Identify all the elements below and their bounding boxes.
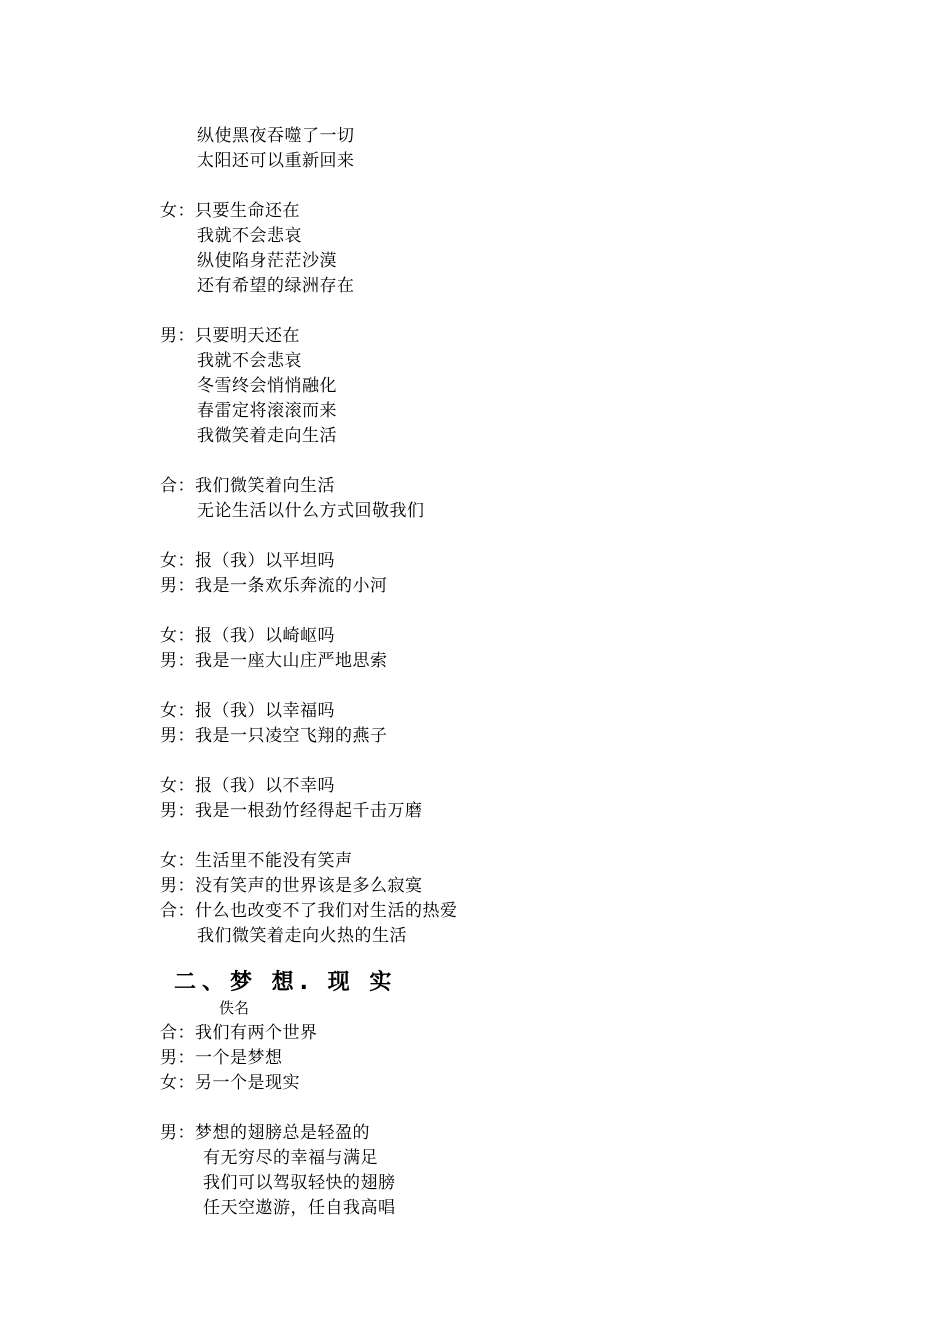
poem-line: 男：梦想的翅膀总是轻盈的 — [160, 1123, 370, 1143]
author-name: 佚名 — [219, 999, 250, 1017]
poem-line: 女：报（我）以崎岖吗 — [160, 626, 335, 646]
poem-line: 女：只要生命还在 — [160, 201, 300, 221]
poem-line: 我就不会悲哀 — [197, 226, 302, 246]
poem-line: 我就不会悲哀 — [197, 351, 302, 371]
poem-line: 我微笑着走向生活 — [197, 426, 337, 446]
poem-line: 纵使黑夜吞噬了一切 — [197, 126, 355, 146]
poem-line: 春雷定将滚滚而来 — [197, 401, 337, 421]
poem-line: 女：报（我）以平坦吗 — [160, 551, 335, 571]
poem-line: 女：报（我）以不幸吗 — [160, 776, 335, 796]
poem-line: 太阳还可以重新回来 — [197, 151, 355, 171]
poem-line: 冬雪终会悄悄融化 — [197, 376, 337, 396]
poem-line: 男：没有笑声的世界该是多么寂寞 — [160, 876, 423, 896]
poem-line: 有无穷尽的幸福与满足 — [203, 1148, 378, 1168]
poem-line: 还有希望的绿洲存在 — [197, 276, 355, 296]
poem-line: 合：我们微笑着向生活 — [160, 476, 335, 496]
poem-line: 我们可以驾驭轻快的翅膀 — [203, 1173, 396, 1193]
section-heading: 二、梦 想. 现 实 — [174, 970, 398, 995]
poem-line: 纵使陷身茫茫沙漠 — [197, 251, 337, 271]
poem-line: 合：我们有两个世界 — [160, 1023, 318, 1043]
poem-line: 我们微笑着走向火热的生活 — [197, 926, 407, 946]
poem-line: 女：生活里不能没有笑声 — [160, 851, 353, 871]
poem-line: 女：报（我）以幸福吗 — [160, 701, 335, 721]
poem-line: 男：我是一只凌空飞翔的燕子 — [160, 726, 388, 746]
poem-line: 任天空遨游，任自我高唱 — [203, 1198, 396, 1218]
poem-line: 男：我是一根劲竹经得起千击万磨 — [160, 801, 423, 821]
poem-line: 合：什么也改变不了我们对生活的热爱 — [160, 901, 458, 921]
poem-line: 男：一个是梦想 — [160, 1048, 283, 1068]
poem-line: 男：我是一条欢乐奔流的小河 — [160, 576, 388, 596]
poem-line: 男：只要明天还在 — [160, 326, 300, 346]
poem-line: 男：我是一座大山庄严地思索 — [160, 651, 388, 671]
poem-line: 女：另一个是现实 — [160, 1073, 300, 1093]
poem-line: 无论生活以什么方式回敬我们 — [197, 501, 425, 521]
